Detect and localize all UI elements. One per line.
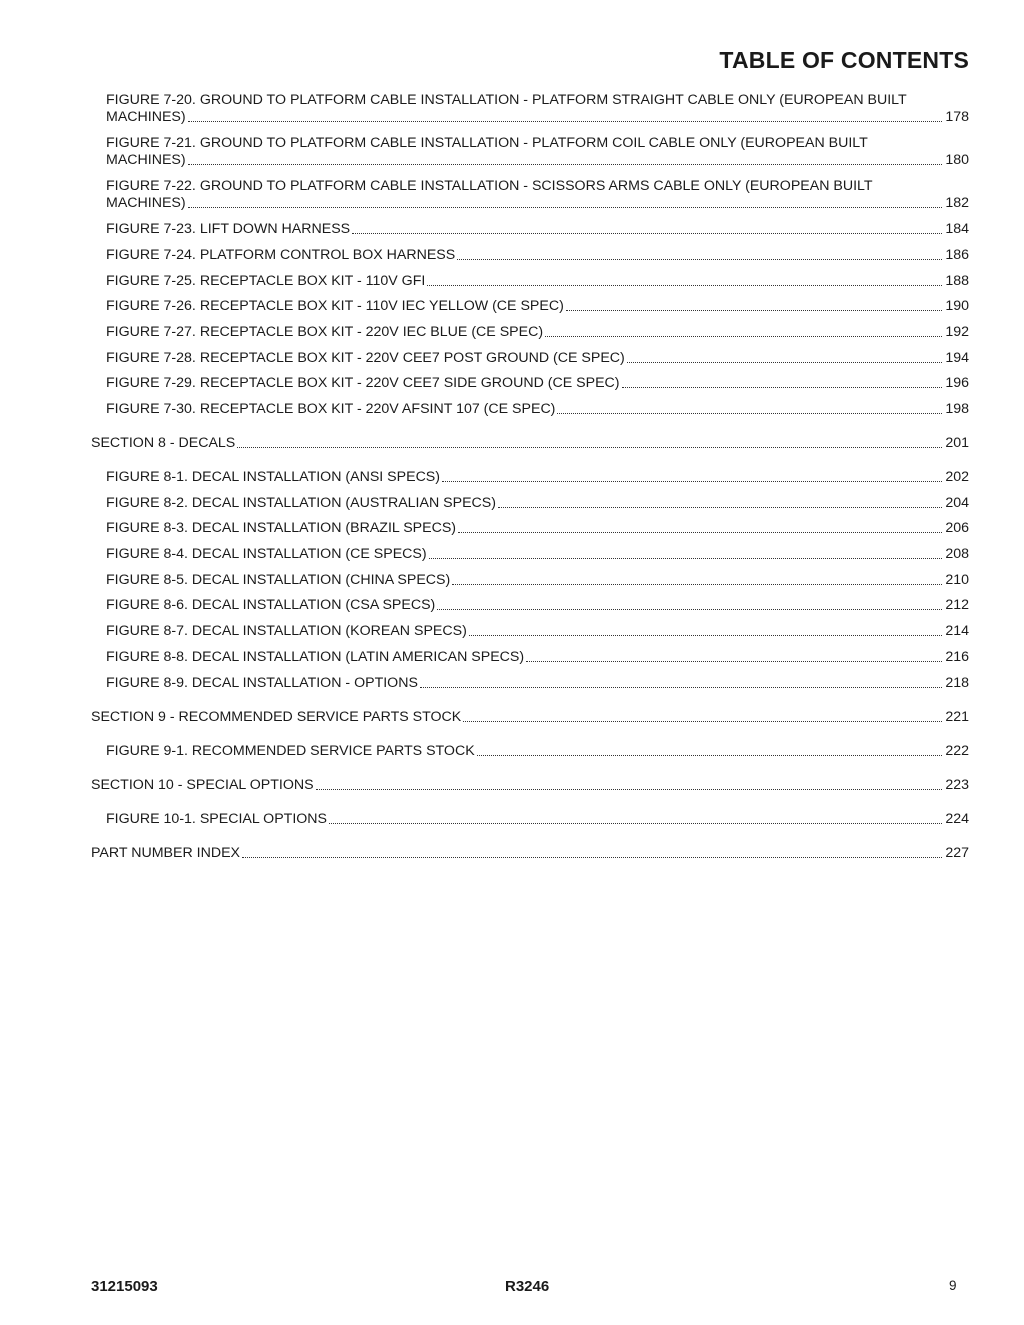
toc-entry-label: SECTION 10 - SPECIAL OPTIONS [91,777,314,793]
toc-entry-label: FIGURE 8-9. DECAL INSTALLATION - OPTIONS [106,675,418,691]
footer-revision: R3246 [505,1278,550,1295]
leader-dots [352,232,942,234]
toc-entry[interactable] [106,811,969,828]
leader-dots [188,120,943,122]
toc-entry[interactable] [106,247,969,264]
footer-page-number: 9 [949,1278,957,1293]
leader-dots [429,557,943,559]
toc-entry-label: FIGURE 7-26. RECEPTACLE BOX KIT - 110V IEC YELLOW (CE SPEC) [106,298,564,314]
toc-entry-page: 194 [945,350,969,366]
toc-entry-page: 186 [945,247,969,263]
toc-entry[interactable] [106,221,969,238]
toc-entry-page: 192 [945,324,969,340]
toc-entry-label: FIGURE 7-25. RECEPTACLE BOX KIT - 110V GFI [106,273,426,289]
toc-entry-label: FIGURE 7-30. RECEPTACLE BOX KIT - 220V AFSINT 107 (CE SPEC) [106,401,556,417]
toc-entry-page: 210 [945,572,969,588]
toc-entry[interactable] [106,495,969,512]
toc-entry[interactable] [106,743,969,760]
toc-entry-page: 204 [945,495,969,511]
leader-dots [498,506,942,508]
leader-dots [452,583,942,585]
leader-dots [526,660,942,662]
toc-entry[interactable] [106,350,969,367]
toc-entry-label: FIGURE 8-5. DECAL INSTALLATION (CHINA SPECS) [106,572,451,588]
toc-entry-page: 223 [945,777,969,793]
toc-entry-page: 178 [945,109,969,125]
toc-entry-label: FIGURE 10-1. SPECIAL OPTIONS [106,811,328,827]
toc-entry-label: FIGURE 7-27. RECEPTACLE BOX KIT - 220V IEC BLUE (CE SPEC) [106,324,544,340]
toc-entry-label: FIGURE 8-2. DECAL INSTALLATION (AUSTRALIAN SPECS) [106,495,496,511]
leader-dots [420,686,942,688]
toc-entry-page: 214 [945,623,969,639]
leader-dots [237,446,942,448]
toc-entry[interactable] [106,375,969,392]
leader-dots [442,480,942,482]
toc-entry-page: 201 [945,435,969,451]
toc-entry-label: FIGURE 8-6. DECAL INSTALLATION (CSA SPECS) [106,597,436,613]
toc-entry-label-cont: MACHINES) [106,109,186,125]
toc-entry-page: 221 [945,709,969,725]
leader-dots [329,822,942,824]
toc-entry-label: SECTION 9 - RECOMMENDED SERVICE PARTS STOCK [91,709,462,725]
toc-section-entry[interactable] [91,709,969,726]
toc-entry-label: FIGURE 8-8. DECAL INSTALLATION (LATIN AMERICAN SPECS) [106,649,525,665]
footer-doc-number: 31215093 [91,1278,158,1295]
toc-entry-label: FIGURE 8-3. DECAL INSTALLATION (BRAZIL SPECS) [106,520,457,536]
toc-entry-page: 182 [945,195,969,211]
toc-entry-page: 196 [945,375,969,391]
leader-dots [316,788,943,790]
toc-entry-page: 216 [945,649,969,665]
toc-entry-label: FIGURE 8-1. DECAL INSTALLATION (ANSI SPECS) [106,469,440,485]
toc-entry[interactable] [106,401,969,418]
toc-entry-label: FIGURE 7-21. GROUND TO PLATFORM CABLE INSTALLATION - PLATFORM COIL CABLE ONLY (EUROPEAN BUILT [106,135,868,151]
toc-entry[interactable] [106,520,969,537]
toc-entry[interactable] [106,298,969,315]
leader-dots [477,754,943,756]
leader-dots [557,412,942,414]
leader-dots [242,856,942,858]
leader-dots [463,720,942,722]
leader-dots [458,531,942,533]
toc-section-entry[interactable] [91,435,969,452]
toc-entry-label: PART NUMBER INDEX [91,845,240,861]
leader-dots [188,206,943,208]
toc-entry-page: 218 [945,675,969,691]
toc-section-entry[interactable] [91,845,969,862]
toc-entry[interactable] [106,92,969,126]
toc-entry-page: 198 [945,401,969,417]
leader-dots [437,608,942,610]
toc-entry-page: 212 [945,597,969,613]
toc-entry-page: 206 [945,520,969,536]
toc-entry-label: SECTION 8 - DECALS [91,435,236,451]
toc-entry[interactable] [106,273,969,290]
leader-dots [545,335,942,337]
page-title: TABLE OF CONTENTS [719,47,969,73]
leader-dots [566,309,943,311]
toc-entry-page: 208 [945,546,969,562]
toc-section-entry[interactable] [91,777,969,794]
leader-dots [427,284,942,286]
toc-entry[interactable] [106,546,969,563]
toc-entry[interactable] [106,675,969,692]
toc-entry-label-cont: MACHINES) [106,195,186,211]
toc-entry[interactable] [106,135,969,169]
toc-entry-page: 184 [945,221,969,237]
toc-entry[interactable] [106,649,969,666]
toc-entry-label-cont: MACHINES) [106,152,186,168]
toc-entry-page: 180 [945,152,969,168]
toc-entry-label: FIGURE 7-23. LIFT DOWN HARNESS [106,221,351,237]
toc-entry-label: FIGURE 7-20. GROUND TO PLATFORM CABLE INSTALLATION - PLATFORM STRAIGHT CABLE ONLY (EUROPEAN BUILT [106,92,907,108]
leader-dots [188,163,943,165]
leader-dots [622,386,943,388]
toc-entry-label: FIGURE 7-22. GROUND TO PLATFORM CABLE INSTALLATION - SCISSORS ARMS CABLE ONLY (EUROPEAN BUILT [106,178,873,194]
toc-entry-page: 224 [945,811,969,827]
toc-entry-label: FIGURE 8-4. DECAL INSTALLATION (CE SPECS) [106,546,427,562]
toc-entry-label: FIGURE 7-24. PLATFORM CONTROL BOX HARNESS [106,247,456,263]
toc-entry[interactable] [106,597,969,614]
toc-entry-page: 188 [945,273,969,289]
toc-entry-page: 190 [945,298,969,314]
toc-entry-label: FIGURE 9-1. RECOMMENDED SERVICE PARTS STOCK [106,743,475,759]
toc-entry-page: 202 [945,469,969,485]
toc-entry-page: 222 [945,743,969,759]
toc-entry[interactable] [106,469,969,486]
leader-dots [627,361,943,363]
toc-entry[interactable] [106,178,969,212]
toc-entry-label: FIGURE 8-7. DECAL INSTALLATION (KOREAN SPECS) [106,623,467,639]
leader-dots [469,634,943,636]
toc-entry-label: FIGURE 7-29. RECEPTACLE BOX KIT - 220V CEE7 SIDE GROUND (CE SPEC) [106,375,620,391]
toc-entry[interactable] [106,623,969,640]
toc-entry-page: 227 [945,845,969,861]
leader-dots [457,258,942,260]
toc-entry-label: FIGURE 7-28. RECEPTACLE BOX KIT - 220V CEE7 POST GROUND (CE SPEC) [106,350,625,366]
toc-entry[interactable] [106,324,969,341]
toc-entry[interactable] [106,572,969,589]
